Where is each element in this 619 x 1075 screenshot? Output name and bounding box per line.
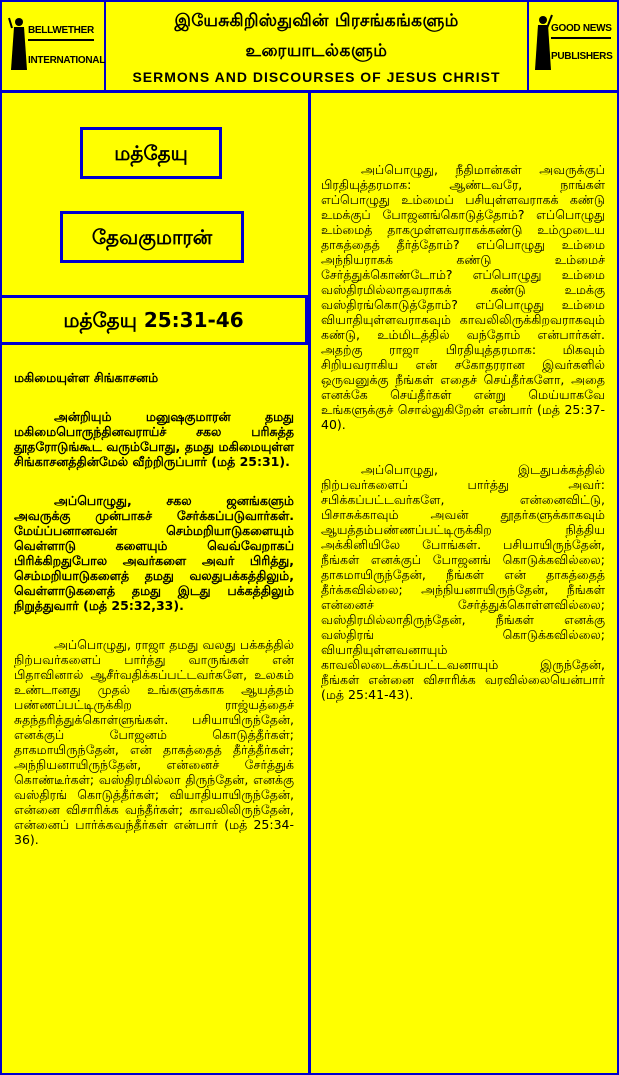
subject-box: தேவகுமாரன்	[60, 211, 244, 263]
angel-figure-icon	[533, 14, 553, 72]
section-heading: மகிமையுள்ள சிங்காசனம்	[14, 370, 159, 385]
title-tamil-1: இயேசுகிறிஸ்துவின் பிரசங்கங்களும்	[174, 11, 459, 31]
column-divider	[308, 92, 311, 1073]
right-column-text	[321, 162, 605, 702]
shepherd-figure-icon	[8, 16, 30, 72]
good-news-line2: PUBLISHERS	[551, 51, 613, 62]
bellwether-logo	[2, 2, 106, 90]
left-para-1: அன்றியும் மனுஷகுமாரன் தமது மகிமைபொருந்தினவராய்ச் சகல பரிசுத்த தூதரோடுங்கூட வரும்போது, தமது மகிமையுள்ள சிங்காசனத்தின்மேல் வீற்றிருப்பார் (மத் 25:31).	[14, 409, 294, 469]
good-news-line1: GOOD NEWS	[551, 23, 612, 34]
left-para-3: அப்பொழுது, ராஜா தமது வலது பக்கத்தில் நிற்பவர்களைப் பார்த்து வாருங்கள் என் பிதாவினால் ஆசீர்வதிக்கப்பட்டவர்களே, உலகம் உண்டானது முதல் உங்களுக்காக ஆயத்தம் பண்ணப்பட்டிருக்கிற ராஜ்யத்தைச் சுதந்தரித்துக்கொள்ளுங்கள். பசியாயிருந்தேன், எனக்குப் போஜனம் கொடுத்தீர்கள்; தாகமாயிருந்தேன், என் தாகத்தைத் தீர்த்தீர்கள்; அந்நியனாயிருந்தேன், என்னைச் சேர்த்துக் கொண்டீர்கள்; வஸ்திரமில்லா திருந்தேன், எனக்கு வஸ்திரங் கொடுத்தீர்கள்; வியாதியாயிருந்தேன், என்னை விசாரிக்க வந்தீர்கள்; காவலிலிருந்தேன், என்னைப் பார்க்கவந்தீர்கள் என்பார் (மத் 25:34-36).	[14, 637, 294, 847]
logo-rule-right	[551, 37, 611, 39]
logo-rule	[28, 39, 94, 41]
bellwether-line2: INTERNATIONAL	[28, 55, 106, 66]
book-title-box: மத்தேயு	[80, 127, 222, 179]
bellwether-line1: BELLWETHER	[28, 25, 94, 36]
reference-box: மத்தேயு 25:31-46	[2, 295, 308, 345]
right-para-1: அப்பொழுது, நீதிமான்கள் அவருக்குப் பிரதியுத்தரமாக: ஆண்டவரே, நாங்கள் எப்பொழுது உம்மைப் பசியுள்ளவராகக் கண்டு உமக்குப் போஜனங்கொடுத்தோம்? எப்பொழுது உம்மைத் தாகமுள்ளவராகக்கண்டு உம்முடைய தாகத்தைத் தீர்த்தோம்? எப்பொழுது உம்மை அந்நியராகக் கண்டு உம்மைச் சேர்த்துக்கொண்டோம்? எப்பொழுது உம்மை வஸ்திரமில்லாதவராகக் கண்டு உமக்கு வஸ்திரங்கொடுத்தோம்? எப்பொழுது உம்மை வியாதியுள்ளவராகவும் காவலிலிருக்கிறவராகவும் கண்டு, உம்மிடத்தில் வந்தோம் என்பார்கள். அதற்கு ராஜா பிரதியுத்தரமாக: மிகவும் சிறியவராகிய என் சகோதரரான இவர்களில் ஒருவனுக்கு நீங்கள் எதைச் செய்தீர்களோ, அதை எனக்கே செய்தீர்கள் என்று மெய்யாகவே உங்களுக்குச் சொல்லுகிறேன் என்பார் (மத் 25:37-40).	[321, 162, 605, 432]
title-tamil-2: உரையாடல்களும்	[245, 41, 388, 61]
left-column-text	[14, 370, 294, 847]
right-para-2: அப்பொழுது, இடதுபக்கத்தில் நிற்பவர்களைப் பார்த்து அவர்: சபிக்கப்பட்டவர்களே, என்னைவிட்டு, பிசாசுக்காவும் அவன் தூதர்களுக்காகவும் ஆயத்தம்பண்ணப்பட்டிருக்கிற நித்திய அக்கினியிலே போங்கள். பசியாயிருந்தேன், நீங்கள் எனக்குப் போஜனங் கொடுக்கவில்லை; தாகமாயிருந்தேன், நீங்கள் என் தாகத்தைத் தீர்க்கவில்லை; அந்நியனாயிருந்தேன், நீங்கள் என்னைச் சேர்த்துக்கொள்ளவில்லை; வஸ்திரமில்லாதிருந்தேன், நீங்கள் எனக்கு வஸ்திரங் கொடுக்கவில்லை; வியாதியுள்ளவனாயும் காவலிலடைக்கப்பட்டவனாயும் இருந்தேன், நீங்கள் என்னை விசாரிக்க வரவில்லையென்பார் (மத் 25:41-43).	[321, 462, 605, 702]
left-para-2: அப்பொழுது, சகல ஜனங்களும் அவருக்கு முன்பாகச் சேர்க்கப்படுவார்கள். மேய்ப்பனானவன் செம்மறியாடுகளையும் வெள்ளாடு களையும் வெவ்வேறாகப் பிரிக்கிறதுபோல அவர்களை அவர் பிரித்து, செம்மறியாடுகளைத் தமது வலதுபக்கத்திலும், வெள்ளாடுகளைத் தமது இடது பக்கத்திலும் நிறுத்துவார் (மத் 25:32,33).	[14, 493, 294, 613]
header	[2, 2, 617, 93]
header-title	[106, 2, 527, 90]
good-news-logo	[527, 2, 617, 90]
title-english: SERMONS AND DISCOURSES OF JESUS CHRIST	[132, 69, 501, 85]
